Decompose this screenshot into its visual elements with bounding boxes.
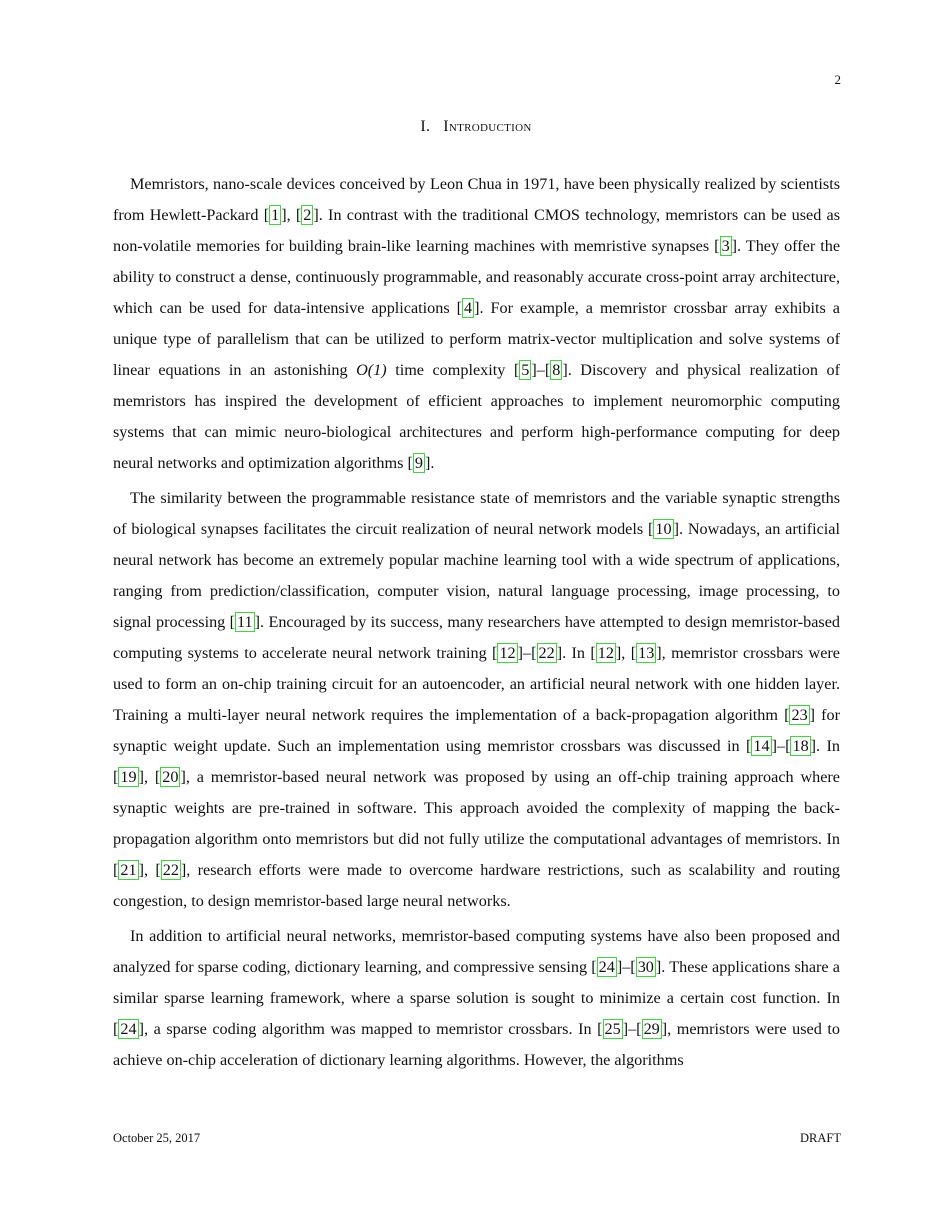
footer-date: October 25, 2017 (113, 1131, 201, 1145)
citation-link[interactable]: 11 (237, 613, 253, 631)
citation-link[interactable]: 22 (538, 644, 555, 662)
citation-link[interactable]: 19 (120, 768, 137, 786)
citation-link[interactable]: 12 (499, 644, 516, 662)
citation-link[interactable]: 5 (521, 361, 530, 379)
citation-link[interactable]: 1 (271, 206, 280, 224)
citation-link[interactable]: 30 (637, 958, 654, 976)
text-run: ]–[ (622, 1020, 642, 1038)
text-run: ], a memristor-based neural network was proposed by using an off-chip training approach where synaptic weights are pre-trained in software. This approach avoided the complexity of mapping the back-propagation algorithm onto memristors but did not fully utilize the computational advantages of memristors. In [ (113, 768, 840, 879)
text-run: time complexity [ (386, 361, 520, 379)
text-run: The similarity between the programmable resistance state of memristors and the variable synaptic strengths of biological synapses facilitates the circuit realization of neural network models [ (113, 489, 840, 538)
citation-link[interactable]: 25 (604, 1020, 621, 1038)
text-run: ]–[ (531, 361, 551, 379)
text-run: ]. (424, 454, 435, 472)
page-number: 2 (834, 72, 841, 87)
text-run: ]. In contrast with the traditional CMOS technology, memristors can be used as non-volatile memories for building brain-like learning machines with memristive synapses [ (113, 206, 841, 255)
text-run: ], [ (615, 644, 637, 662)
citation-link[interactable]: 9 (414, 454, 423, 472)
citation-link[interactable]: 4 (464, 299, 473, 317)
citation-link[interactable]: 3 (721, 237, 730, 255)
citation-link[interactable]: 24 (120, 1020, 137, 1038)
citation-link[interactable]: 20 (162, 768, 179, 786)
citation-link[interactable]: 29 (643, 1020, 660, 1038)
text-run: ]. In [ (556, 644, 596, 662)
text-run: ]. Nowadays, an artificial neural network has become an extremely popular machine learning tool with a wide spectrum of applications, ranging from prediction/classification, computer vision, natural language processing, image processing, to signal processing [ (113, 520, 840, 631)
text-run: ]–[ (517, 644, 537, 662)
section-title: Introduction (443, 118, 532, 135)
citation-link[interactable]: 8 (552, 361, 561, 379)
text-run: ]. For example, a memristor crossbar array exhibits a unique type of parallelism that can be utilized to perform matrix-vector multiplication and solve systems of linear equations in an astonishing (113, 299, 840, 379)
inline-math: O(1) (356, 361, 387, 379)
footer-status: DRAFT (800, 1131, 841, 1145)
citation-link[interactable]: 18 (792, 737, 809, 755)
text-run: ], memristor crossbars were used to form an on-chip training circuit for an autoencoder, an artificial neural network with one hidden layer. Training a multi-layer neural network requires the implementation of a back-propagation algorithm [ (113, 644, 840, 724)
citation-link[interactable]: 24 (598, 958, 615, 976)
text-run: ], [ (281, 206, 302, 224)
citation-link[interactable]: 14 (753, 737, 770, 755)
text-run: ]–[ (616, 958, 636, 976)
text-run: ]. These applications share a similar sparse learning framework, where a sparse solution is sought to minimize a certain cost function. In [ (113, 958, 840, 1038)
paragraph-2 (113, 483, 840, 917)
text-run: ] for synaptic weight update. Such an implementation using memristor crossbars was discussed in [ (113, 706, 840, 755)
citation-link[interactable]: 2 (303, 206, 312, 224)
citation-link[interactable]: 12 (597, 644, 614, 662)
body-text (113, 169, 840, 1080)
text-run: ], [ (138, 861, 161, 879)
paragraph-3 (113, 921, 840, 1076)
text-run: Memristors, nano-scale devices conceived by Leon Chua in 1971, have been physically realized by scientists from Hewlett-Packard [ (113, 175, 840, 224)
text-run: ]–[ (771, 737, 791, 755)
citation-link[interactable]: 22 (162, 861, 179, 879)
citation-link[interactable]: 13 (638, 644, 655, 662)
section-heading (0, 118, 952, 136)
text-run: ], a sparse coding algorithm was mapped to memristor crossbars. In [ (138, 1020, 603, 1038)
text-run: ]. Discovery and physical realization of memristors has inspired the development of efficient approaches to implement neuromorphic computing systems that can mimic neuro-biological architectures and perform high-performance computing for deep neural networks and optimization algorithms [ (113, 361, 840, 472)
text-run: ], memristors were used to achieve on-chip acceleration of dictionary learning algorithms. However, the algorithms (113, 1020, 840, 1069)
citation-link[interactable]: 23 (791, 706, 808, 724)
section-numeral: I. (420, 118, 431, 135)
citation-link[interactable]: 21 (120, 861, 137, 879)
text-run: ]. They offer the ability to construct a dense, continuously programmable, and reasonably accurate cross-point array architecture, which can be used for data-intensive applications [ (113, 237, 841, 317)
text-run: In addition to artificial neural networks, memristor-based computing systems have also been proposed and analyzed for sparse coding, dictionary learning, and compressive sensing [ (113, 927, 840, 976)
text-run: ], [ (138, 768, 161, 786)
citation-link[interactable]: 10 (655, 520, 672, 538)
text-run: ]. Encouraged by its success, many researchers have attempted to design memristor-based computing systems to accelerate neural network training [ (113, 613, 841, 662)
text-run: ], research efforts were made to overcome hardware restrictions, such as scalability and routing congestion, to design memristor-based large neural networks. (113, 861, 841, 910)
text-run: ]. In [ (113, 737, 841, 786)
paragraph-1 (113, 169, 840, 479)
